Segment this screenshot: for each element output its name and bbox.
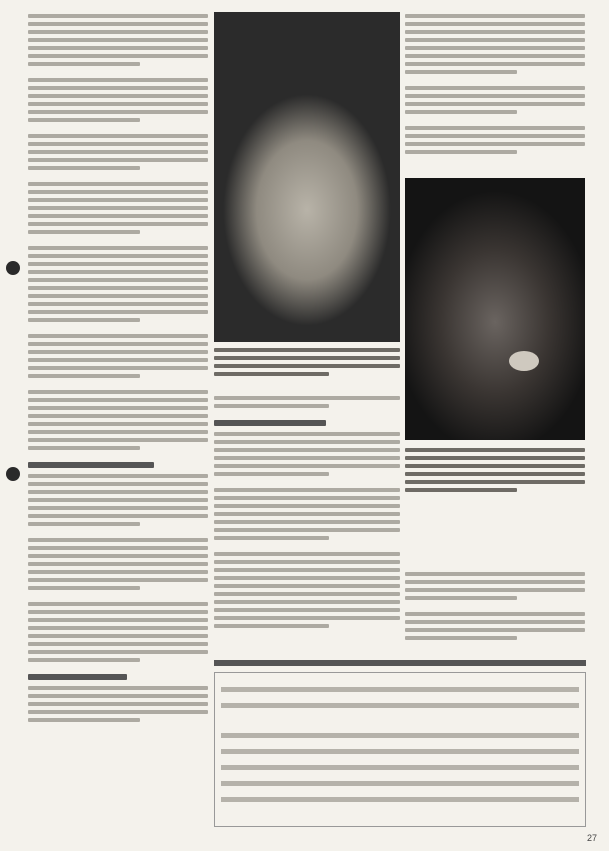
text-line	[28, 522, 140, 526]
text-line	[28, 46, 208, 50]
data-table	[214, 672, 586, 827]
section-heading	[28, 674, 127, 680]
text-line	[405, 480, 585, 484]
text-line	[405, 612, 585, 616]
text-line	[214, 448, 400, 452]
text-line	[214, 576, 400, 580]
text-line	[28, 710, 208, 714]
text-line	[405, 142, 585, 146]
text-line	[28, 514, 208, 518]
text-line	[214, 404, 329, 408]
paragraph	[28, 602, 208, 662]
text-line	[28, 54, 208, 58]
text-line	[28, 278, 208, 282]
paragraph	[405, 448, 585, 492]
table-row	[221, 733, 579, 738]
text-line	[28, 262, 208, 266]
text-line	[28, 302, 208, 306]
text-line	[214, 364, 400, 368]
text-line	[28, 270, 208, 274]
text-line	[28, 658, 140, 662]
text-line	[405, 46, 585, 50]
text-line	[28, 718, 140, 722]
paragraph	[405, 612, 585, 640]
text-line	[28, 634, 208, 638]
text-line	[405, 14, 585, 18]
text-line	[28, 254, 208, 258]
text-line	[28, 554, 208, 558]
text-line	[28, 610, 208, 614]
paragraph	[28, 538, 208, 590]
text-line	[28, 626, 208, 630]
table-row	[221, 703, 579, 708]
paragraph	[28, 686, 208, 722]
text-line	[405, 126, 585, 130]
text-line	[28, 438, 208, 442]
text-line	[28, 546, 208, 550]
text-line	[28, 446, 140, 450]
text-line	[28, 374, 140, 378]
paragraph	[28, 14, 208, 66]
binder-hole	[6, 467, 20, 481]
text-line	[214, 608, 400, 612]
text-line	[28, 102, 208, 106]
text-line	[28, 414, 208, 418]
paragraph	[405, 14, 585, 74]
text-line	[214, 512, 400, 516]
text-line	[28, 538, 208, 542]
figure-caption-hand	[214, 348, 400, 384]
paragraph	[28, 134, 208, 170]
table-row	[221, 765, 579, 770]
text-line	[28, 14, 208, 18]
text-line	[28, 94, 208, 98]
section-heading	[28, 462, 154, 468]
text-line	[28, 198, 208, 202]
text-line	[28, 334, 208, 338]
text-line	[28, 650, 208, 654]
paragraph	[405, 126, 585, 154]
text-line	[214, 504, 400, 508]
text-line	[214, 440, 400, 444]
text-line	[28, 222, 208, 226]
text-line	[28, 118, 140, 122]
text-line	[405, 86, 585, 90]
text-line	[28, 358, 208, 362]
text-line	[405, 70, 517, 74]
text-line	[28, 398, 208, 402]
table-row	[221, 687, 579, 692]
text-line	[405, 150, 517, 154]
text-line	[405, 448, 585, 452]
text-line	[214, 472, 329, 476]
text-line	[214, 396, 400, 400]
text-line	[405, 628, 585, 632]
text-line	[28, 342, 208, 346]
text-line	[28, 158, 208, 162]
text-line	[28, 230, 140, 234]
text-column-middle	[214, 396, 400, 636]
text-line	[28, 570, 208, 574]
paragraph	[28, 246, 208, 322]
text-line	[405, 38, 585, 42]
text-line	[28, 166, 140, 170]
text-line	[214, 464, 400, 468]
text-line	[28, 390, 208, 394]
table-row	[221, 749, 579, 754]
text-line	[405, 30, 585, 34]
paragraph	[28, 474, 208, 526]
text-line	[28, 86, 208, 90]
table-row	[221, 797, 579, 802]
text-column-right-lower	[405, 572, 585, 642]
text-line	[405, 456, 585, 460]
text-line	[214, 456, 400, 460]
text-column-left	[28, 14, 208, 794]
text-line	[28, 182, 208, 186]
text-line	[405, 102, 585, 106]
paragraph	[405, 572, 585, 600]
text-line	[28, 406, 208, 410]
text-line	[405, 472, 585, 476]
figure-hand-photo	[214, 12, 400, 342]
paragraph	[28, 390, 208, 450]
text-line	[28, 286, 208, 290]
text-line	[405, 572, 585, 576]
paragraph	[405, 86, 585, 114]
text-line	[214, 568, 400, 572]
text-line	[28, 246, 208, 250]
text-line	[405, 110, 517, 114]
text-line	[214, 432, 400, 436]
text-line	[214, 552, 400, 556]
text-line	[28, 702, 208, 706]
text-line	[28, 78, 208, 82]
text-line	[214, 520, 400, 524]
paragraph	[28, 78, 208, 122]
text-line	[28, 686, 208, 690]
text-line	[405, 62, 585, 66]
text-line	[28, 190, 208, 194]
figure-caption-face	[405, 448, 585, 500]
text-line	[28, 310, 208, 314]
text-line	[28, 642, 208, 646]
text-line	[214, 616, 400, 620]
text-line	[405, 580, 585, 584]
text-line	[28, 490, 208, 494]
paragraph	[28, 182, 208, 234]
paragraph	[214, 396, 400, 408]
text-line	[214, 496, 400, 500]
text-line	[214, 536, 329, 540]
text-line	[28, 506, 208, 510]
text-line	[28, 30, 208, 34]
text-line	[28, 562, 208, 566]
text-line	[214, 560, 400, 564]
section-heading	[214, 420, 326, 426]
text-line	[214, 584, 400, 588]
text-line	[214, 600, 400, 604]
text-line	[28, 350, 208, 354]
page-number: 27	[586, 833, 597, 843]
text-line	[405, 488, 517, 492]
text-line	[214, 624, 329, 628]
text-line	[28, 578, 208, 582]
text-line	[28, 586, 140, 590]
paragraph	[214, 432, 400, 476]
tube-detail	[509, 351, 539, 371]
text-line	[28, 62, 140, 66]
text-line	[28, 318, 140, 322]
text-line	[28, 474, 208, 478]
text-line	[405, 54, 585, 58]
text-line	[405, 596, 517, 600]
text-line	[28, 430, 208, 434]
text-line	[28, 694, 208, 698]
text-line	[28, 498, 208, 502]
text-line	[214, 356, 400, 360]
text-line	[28, 294, 208, 298]
text-line	[28, 134, 208, 138]
text-line	[214, 348, 400, 352]
text-line	[28, 602, 208, 606]
text-line	[28, 482, 208, 486]
text-line	[405, 22, 585, 26]
text-line	[214, 528, 400, 532]
text-line	[405, 94, 585, 98]
table-row	[221, 781, 579, 786]
text-line	[28, 110, 208, 114]
binder-hole	[6, 261, 20, 275]
text-line	[405, 134, 585, 138]
text-line	[28, 38, 208, 42]
figure-face-photo	[405, 178, 585, 440]
text-line	[28, 618, 208, 622]
paragraph	[214, 552, 400, 628]
table-title	[214, 660, 586, 666]
text-line	[214, 488, 400, 492]
text-line	[28, 150, 208, 154]
text-line	[28, 22, 208, 26]
text-line	[28, 422, 208, 426]
text-line	[214, 592, 400, 596]
text-line	[28, 214, 208, 218]
paragraph	[214, 348, 400, 376]
text-line	[214, 372, 329, 376]
text-line	[28, 142, 208, 146]
text-line	[28, 206, 208, 210]
text-line	[28, 366, 208, 370]
text-line	[405, 636, 517, 640]
text-column-right	[405, 14, 585, 154]
text-line	[405, 620, 585, 624]
text-line	[405, 588, 585, 592]
text-line	[405, 464, 585, 468]
paragraph	[214, 488, 400, 540]
paragraph	[28, 334, 208, 378]
